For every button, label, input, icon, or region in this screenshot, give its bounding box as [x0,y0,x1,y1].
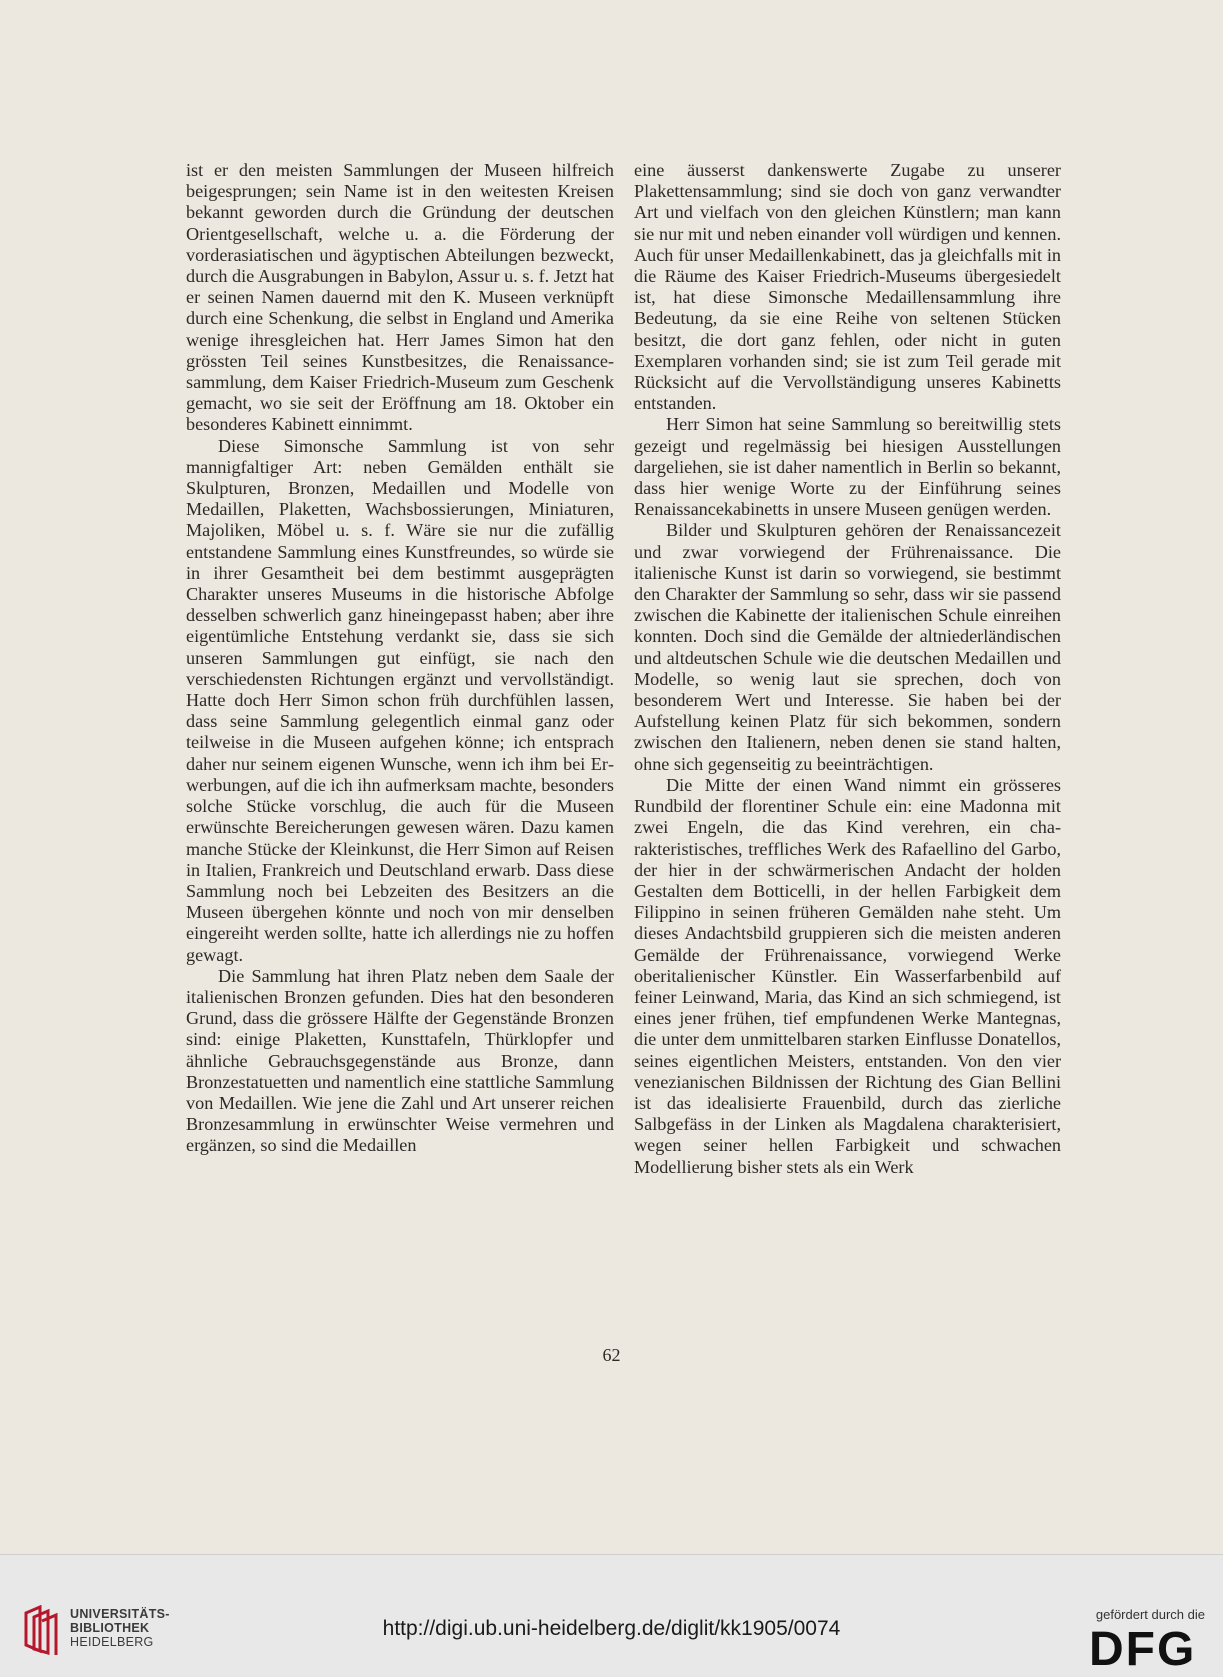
paragraph: ist er den meisten Sammlungen der Museen hilfreich beigesprungen; sein Name ist in den weitesten Kreisen bekannt geworden durch die Gründung der deutschen Orientgesellschaft, welche u. a. die Förderung der vorderasiatischen und ägyptischen Abteilungen bezweckt, durch die Ausgrabungen in Babylon, Assur u. s. f. Jetzt hat er seinen Namen dauernd mit den K. Museen verknüpft durch eine Schenkung, die selbst in England und Amerika wenige ihresgleichen hat. Herr James Simon hat den grössten Teil seines Kunstbesitzes, die Renaissancesammlung, dem Kaiser Friedrich-Museum zum Geschenk gemacht, wo sie seit der Eröffnung am 18. Oktober ein besonderes Kabinett einnimmt. [186,160,614,435]
viewer-footer [0,1554,1223,1677]
paragraph: eine äusserst dankenswerte Zugabe zu unserer Plakettensammlung; sind sie doch von ganz verwandter Art und vielfach von den gleichen Künstlern; man kann sie nur mit und neben einander voll würdigen und kennen. Auch für unser Medaillenkabinett, das ja gleichfalls mit in die Räume des Kaiser Friedrich-Museums übergesiedelt ist, hat diese Simonsche Medaillensammlung ihre Bedeutung, da sie eine Reihe von seltenen Stücken besitzt, die dort ganz fehlen, oder nicht in guten Exemplaren vorhanden sind; sie ist zum Teil gerade mit Rücksicht auf die Vervollständigung unseres Kabinetts entstanden. [634,160,1061,414]
paragraph: Die Sammlung hat ihren Platz neben dem Saale der italienischen Bronzen gefunden. Dies hat den besonderen Grund, dass die grössere Hälfte der Gegenstände Bronzen sind: einige Plaketten, Kunsttafeln, Thürklopfer und ähnliche Gebrauchsgegenstände aus Bronze, dann Bronzestatuetten und namentlich eine stattliche Sammlung von Medaillen. Wie jene die Zahl und Art unserer reichen Bronzesammlung in erwünschter Weise vermehren und ergänzen, so sind die Medaillen [186,965,614,1156]
right-text-column [634,160,1061,1178]
permalink-url[interactable]: http://digi.ub.uni-heidelberg.de/diglit/kk1905/0074 [382,1617,841,1640]
page-number: 62 [602,1345,621,1365]
left-text-column [186,160,614,1157]
library-name-line: BIBLIOTHEK [70,1621,150,1635]
library-name-line: HEIDELBERG [70,1635,154,1649]
paragraph: Bilder und Skulpturen gehören der Renaissancezeit und zwar vorwiegend der Frührenaissance. Die italienische Kunst ist darin so vorwiegend, sie bestimmt den Charakter der Sammlung so sehr, dass wir sie passend zwischen die Kabinette der italienischen Schule einreihen konnten. Doch sind die Gemälde der altniederländischen und altdeutschen Schule wie die deutschen Medaillen und Modelle, so wenig laut sie sprechen, doch von besonderem Wert und Interesse. Sie haben bei der Aufstellung keinen Platz für sich bekommen, sondern zwischen den Italienern, neben denen sie stand halten, ohne sich gegenseitig zu beeinträchtigen. [634,520,1061,774]
paragraph: Diese Simonsche Sammlung ist von sehr mannigfaltiger Art: neben Gemälden enthält sie Skulpturen, Bronzen, Medaillen und Modelle von Medaillen, Plaketten, Wachsbossierungen, Miniaturen, Majoliken, Möbel u. s. f. Wäre sie nur die zufällig entstandene Sammlung eines Kunstfreundes, so würde sie in ihrer Gesamtheit bei dem bestimmt ausgeprägten Charakter unseres Museums in die historische Abfolge desselben schwerlich ganz hineingepasst haben; aber ihre eigentümliche Entstehung verdankt sie, dass sie sich unseren Sammlungen gut einfügt, sie nach den verschiedensten Richtungen ergänzt und vervollständigt. Hatte doch Herr Simon schon früh durchfühlen lassen, dass seine Sammlung gelegentlich einmal ganz oder teilweise in die Museen aufgehen könne; ich entsprach daher nur seinem eigenen Wunsche, wenn ich ihm bei Erwerbungen, auf die ich ihn aufmerksam machte, besonders solche Stücke vorschlug, die auch für die Museen erwünschte Bereicherungen gewesen wären. Dazu kamen manche Stücke der Kleinkunst, die Herr Simon auf Reisen in Italien, Frankreich und Deutschland erwarb. Dass diese Sammlung noch bei Lebzeiten des Besitzers an die Museen übergehen könnte und noch von mir denselben eingereiht werden sollte, hatte ich allerdings nie zu hoffen gewagt. [186,435,614,965]
dfg-logo-icon[interactable] [1089,1625,1207,1669]
sponsor-caption: gefördert durch die [1095,1607,1205,1622]
paragraph: Die Mitte der einen Wand nimmt ein grösseres Rundbild der florentiner Schule ein: eine Madonna mit zwei Engeln, die das Kind verehren, ein charakteristisches, treffliches Werk des Rafaellino del Garbo, der hier in der schwärmerischen Andacht der holden Gestalten dem Botticelli, in der hellen Farbigkeit dem Filippino in seinen früheren Gemälden nahe steht. Um dieses Andachtsbild gruppieren sich die meisten anderen Gemälde der Frührenaissance, vorwiegend Werke oberitalienischer Künstler. Ein Wasserfarbenbild auf feiner Leinwand, Maria, das Kind an sich schmiegend, ist eines jener frühen, tief empfundenen Werke Mantegnas, die unter dem unmittelbaren starken Einflusse Donatellos, seines eigentlichen Meisters, entstanden. Von den vier venezianischen Bildnissen der Richtung des Gian Bellini ist das idealisierte Frauenbild, durch das zierliche Salbgefäss in der Linken als Magdalena charakterisiert, wegen seiner hellen Farbigkeit und schwachen Modellierung bisher stets als ein Werk [634,774,1061,1177]
library-name-line: UNIVERSITÄTS- [70,1607,170,1621]
dfg-logo-text: DFG [1089,1625,1197,1669]
paragraph: Herr Simon hat seine Sammlung so bereitwillig stets gezeigt und regelmässig bei hiesigen Ausstellungen dargeliehen, sie ist daher namentlich in Berlin so bekannt, dass hier wenige Worte zu der Einführung seines Renaissancekabinetts in unsere Museen genügen werden. [634,414,1061,520]
